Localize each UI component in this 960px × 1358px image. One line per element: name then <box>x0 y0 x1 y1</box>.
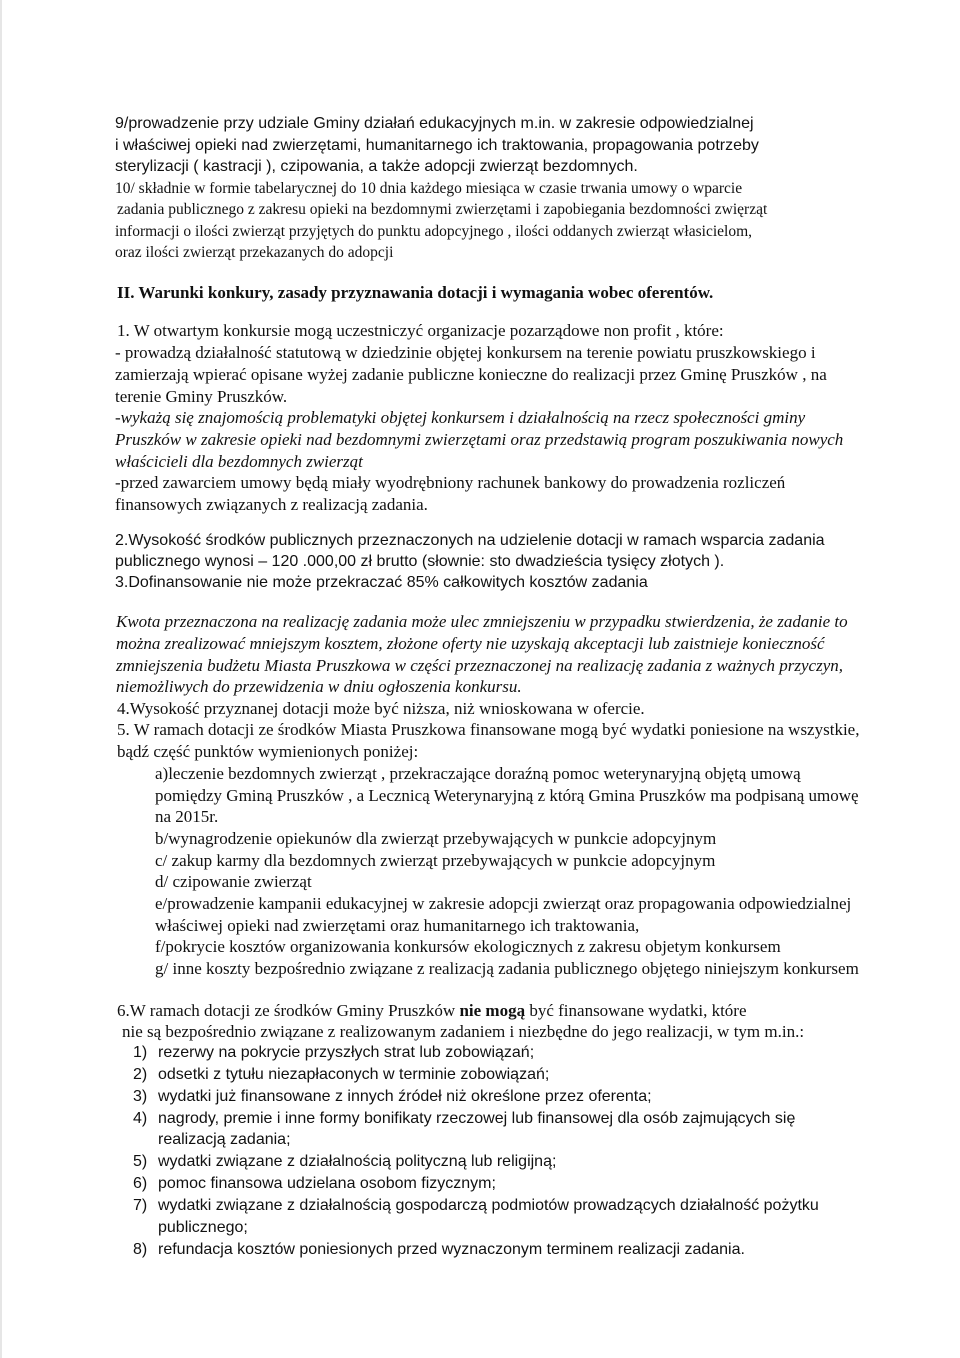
list-item-text: wydatki już finansowane z innych źródeł niż określone przez oferenta; <box>158 1088 652 1105</box>
list-item-text: odsetki z tytułu niezapłaconych w terminie zobowiązań; <box>158 1066 550 1083</box>
list-item-text: wydatki związane z działalnością polityczną lub religijną; <box>158 1153 557 1170</box>
list-item-continuation: publicznego; <box>158 1219 248 1236</box>
item-10-line-2: zadania publicznego z zakresu opieki na bezdomnymi zwierzętami i zapobiegania bezdomności zwięrząt <box>117 201 768 218</box>
s6-line-1-post: być finansowane wydatki, które <box>525 1001 747 1020</box>
s5-a-line-2: pomiędzy Gminą Pruszków , a Lecznicą Weterynaryjną z którą Gmina Pruszków ma podpisaną umowę <box>155 786 859 805</box>
s5-e-line-2: właściwej opieki nad zwierzętami oraz humanitarnego ich traktowania, <box>155 916 640 935</box>
list-item-number: 3) <box>133 1088 148 1105</box>
s6-line-1-emphasis: nie mogą <box>459 1001 526 1020</box>
list-item-number: 1) <box>133 1044 148 1061</box>
list-item-text: rezerwy na pokrycie przyszłych strat lub zobowiązań; <box>158 1044 535 1061</box>
s5-g: g/ inne koszty bezpośrednio związane z realizacją zadania publicznego objętego niniejszym konkursem <box>155 959 859 978</box>
note-line-1: Kwota przeznaczona na realizację zadania może ulec zmniejszeniu w przypadku stwierdzenia, że zadanie to <box>116 612 848 631</box>
s4-line: 4.Wysokość przyznanej dotacji może być niższa, niż wnioskowana w ofercie. <box>117 699 645 718</box>
s5-d: d/ czipowanie zwierząt <box>155 872 312 891</box>
s5-c: c/ zakup karmy dla bezdomnych zwierząt przebywających w punkcie adopcyjnym <box>155 851 716 870</box>
s1-line-2: - prowadzą działalność statutową w dziedzinie objętej konkursem na terenie powiatu pruszkowskiego i <box>115 343 816 362</box>
note-line-2: można zrealizować mniejszym kosztem, złożone oferty nie uzyskają akceptacji lub zaistnieje konieczność <box>116 634 825 653</box>
s5-a-line-3: na 2015r. <box>155 807 219 826</box>
s3-line: 3.Dofinansowanie nie może przekraczać 85% całkowitych kosztów zadania <box>115 574 648 591</box>
item-10-line-4: oraz ilości zwierząt przekazanych do adopcji <box>115 244 394 261</box>
list-item-number: 4) <box>133 1110 148 1127</box>
s1-line-4: terenie Gminy Pruszków. <box>115 387 288 406</box>
item-10-line-3: informacji o ilości zwierząt przyjętych do punktu adopcyjnego , ilości oddanych zwierząt własicielom, <box>115 223 753 240</box>
s2-line-2: publicznego wynosi – 120 .000,00 zł brutto (słownie: sto dwadzieścia tysięcy złotych ). <box>115 553 725 570</box>
s1-italic-1: -wykażą się znajomością problematyki objętej konkursem i działalnością na rzecz społeczności gminy <box>115 408 806 427</box>
s6-line-1 <box>117 1001 747 1021</box>
s1-line-1: 1. W otwartym konkursie mogą uczestniczyć organizacje pozarządowe non profit , które: <box>117 321 724 340</box>
list-item-number: 5) <box>133 1153 148 1170</box>
s6-line-2: nie są bezpośrednio związane z realizowanym zadaniem i niezbędne do jego realizacji, w tym m.in.: <box>122 1022 805 1041</box>
s5-b: b/wynagrodzenie opiekunów dla zwierząt przebywających w punkcie adopcyjnym <box>155 829 717 848</box>
item-9-line-2: i właściwej opieki nad zwierzętami, humanitarnego ich traktowania, propagowania potrzeby <box>115 137 759 154</box>
note-line-4: niemożliwych do przewidzenia w dniu ogłoszenia konkursu. <box>116 677 522 696</box>
s1-italic-3: właścicieli dla bezdomnych zwierząt <box>115 452 363 471</box>
item-9-line-3: sterylizacji ( kastracji ), czipowania, a także adopcji zwierząt bezdomnych. <box>115 158 638 175</box>
s5-f: f/pokrycie kosztów organizowania konkursów ekologicznych z zakresu objetym konkursem <box>155 937 781 956</box>
s1-line-3: zamierzają wpierać opisane wyżej zadanie publiczne konieczne do realizacji przez Gminę Pruszków , na <box>115 365 827 384</box>
list-item-text: refundacja kosztów poniesionych przed wyznaczonym terminem realizacji zadania. <box>158 1241 745 1258</box>
note-line-3: zmniejszenia budżetu Miasta Pruszkowa w części przeznaczonej na realizację zadania z ważnych przyczyn, <box>116 656 843 675</box>
page-edge <box>0 0 2 1358</box>
s5-line-2: bądź część punktów wymienionych poniżej: <box>117 742 419 761</box>
list-item-text: pomoc finansowa udzielana osobom fizycznym; <box>158 1175 496 1192</box>
list-item-text: wydatki związane z działalnością gospodarczą podmiotów prowadzących działalność pożytku <box>158 1197 819 1214</box>
s1-line-5: -przed zawarciem umowy będą miały wyodrębniony rachunek bankowy do prowadzenia rozliczeń <box>115 473 786 492</box>
item-9-line-1: 9/prowadzenie przy udziale Gminy działań edukacyjnych m.in. w zakresie odpowiedzialnej <box>115 115 754 132</box>
section-heading: II. Warunki konkury, zasady przyznawania dotacji i wymagania wobec oferentów. <box>117 283 714 302</box>
s2-line-1: 2.Wysokość środków publicznych przeznaczonych na udzielenie dotacji w ramach wsparcia zadania <box>115 532 825 549</box>
s1-italic-2: Pruszków w zakresie opieki nad bezdomnymi zwierzętami oraz przedstawią program poszukiwania nowych <box>115 430 844 449</box>
s5-a-line-1: a)leczenie bezdomnych zwierząt , przekraczające doraźną pomoc weterynaryjną objętą umową <box>155 764 801 783</box>
list-item-number: 2) <box>133 1066 148 1083</box>
s5-e-line-1: e/prowadzenie kampanii edukacyjnej w zakresie adopcji zwierząt oraz propagowania odpowiedzialnej <box>155 894 852 913</box>
item-10-line-1: 10/ składnie w formie tabelarycznej do 10 dnia każdego miesiąca w czasie trwania umowy o wparcie <box>115 180 743 197</box>
s5-line-1: 5. W ramach dotacji ze środków Miasta Pruszkowa finansowane mogą być wydatki poniesione na wszystkie, <box>117 720 860 739</box>
list-item-text: nagrody, premie i inne formy bonifikaty rzeczowej lub finansowej dla osób zajmujących się <box>158 1110 796 1127</box>
list-item-continuation: realizacją zadania; <box>158 1131 291 1148</box>
s1-line-6: finansowych związanych z realizacją zadania. <box>115 495 428 514</box>
list-item-number: 7) <box>133 1197 148 1214</box>
s6-line-1-pre: 6.W ramach dotacji ze środków Gminy Pruszków <box>117 1001 460 1020</box>
list-item-number: 6) <box>133 1175 148 1192</box>
list-item-number: 8) <box>133 1241 148 1258</box>
